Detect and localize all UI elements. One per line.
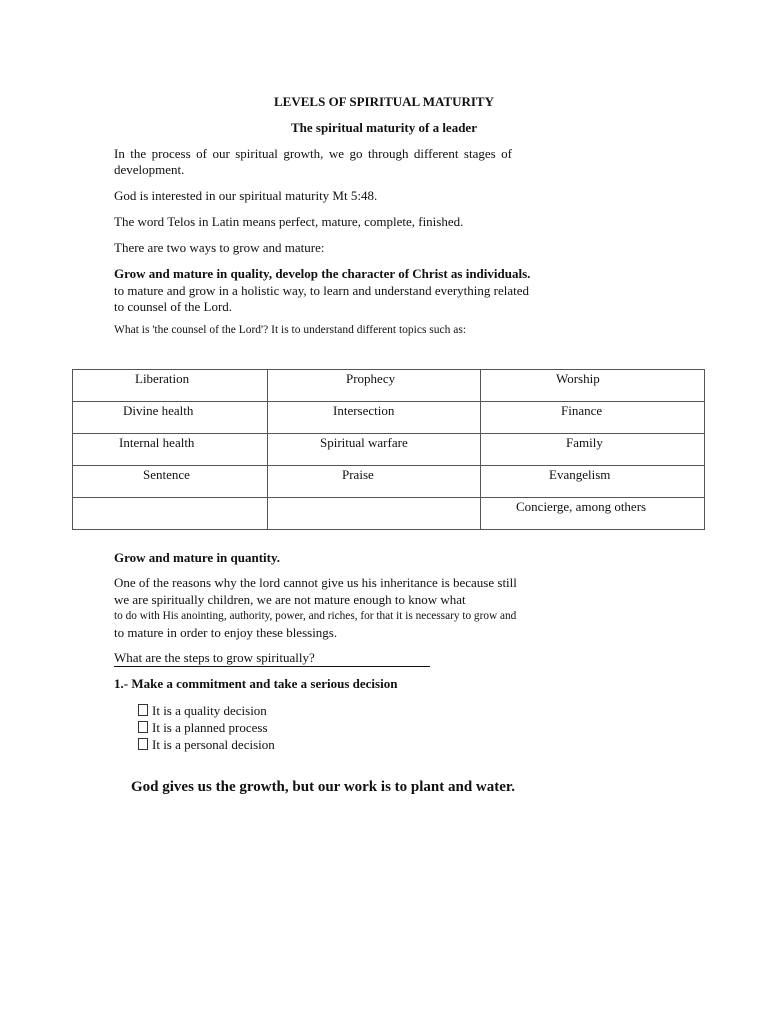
- list-item: [138, 736, 275, 753]
- checkbox-icon: [138, 721, 148, 733]
- table-cell: Finance: [481, 402, 705, 434]
- table-cell: [268, 498, 481, 530]
- steps-question: What are the steps to grow spiritually?: [114, 650, 430, 667]
- table-row: [73, 466, 705, 498]
- intro-paragraph-2: God is interested in our spiritual maturity Mt 5:48.: [114, 188, 378, 203]
- table-cell: Liberation: [73, 370, 268, 402]
- table-cell: Prophecy: [268, 370, 481, 402]
- table-cell: Divine health: [73, 402, 268, 434]
- quantity-line-3: to do with His anointing, authority, power, and riches, for that it is necessary to grow and: [114, 610, 517, 622]
- table-cell: Intersection: [268, 402, 481, 434]
- quantity-heading: Grow and mature in quantity.: [114, 550, 281, 565]
- quantity-line-1: One of the reasons why the lord cannot give us his inheritance is because still: [114, 575, 517, 590]
- quality-text: to mature and grow in a holistic way, to learn and understand everything related to counsel of the Lord.: [114, 283, 530, 314]
- quantity-line-4: to mature in order to enjoy these blessings.: [114, 625, 338, 640]
- step-1-heading: 1.- Make a commitment and take a serious decision: [114, 676, 398, 691]
- counsel-question: What is 'the counsel of the Lord'? It is to understand different topics such as:: [114, 324, 467, 336]
- document-title: LEVELS OF SPIRITUAL MATURITY: [274, 94, 494, 109]
- quality-heading: Grow and mature in quality, develop the character of Christ as individuals.: [114, 266, 531, 281]
- intro-paragraph-1: In the process of our spiritual growth, we go through different stages of development.: [114, 146, 512, 177]
- table-row: [73, 402, 705, 434]
- table-cell: Praise: [268, 466, 481, 498]
- checkbox-icon: [138, 738, 148, 750]
- table-cell: Concierge, among others: [481, 498, 705, 530]
- table-cell: Worship: [481, 370, 705, 402]
- checkbox-icon: [138, 704, 148, 716]
- document-subtitle: The spiritual maturity of a leader: [291, 120, 477, 135]
- table-cell: Evangelism: [481, 466, 705, 498]
- list-item: [138, 719, 275, 736]
- list-item: [138, 702, 275, 719]
- quantity-line-2: we are spiritually children, we are not mature enough to know what: [114, 592, 466, 607]
- step-1-bullet-list: [138, 702, 275, 753]
- table-row: [73, 498, 705, 530]
- topics-table: [72, 369, 705, 530]
- table-cell: [73, 498, 268, 530]
- table-cell: Internal health: [73, 434, 268, 466]
- closing-statement: God gives us the growth, but our work is to plant and water.: [131, 779, 515, 795]
- list-item-text: It is a personal decision: [152, 737, 275, 752]
- table-row: [73, 434, 705, 466]
- list-item-text: It is a quality decision: [152, 703, 267, 718]
- intro-paragraph-4: There are two ways to grow and mature:: [114, 240, 325, 255]
- table-row: [73, 370, 705, 402]
- table-cell: Spiritual warfare: [268, 434, 481, 466]
- table-cell: Family: [481, 434, 705, 466]
- table-cell: Sentence: [73, 466, 268, 498]
- list-item-text: It is a planned process: [152, 720, 268, 735]
- intro-paragraph-3: The word Telos in Latin means perfect, mature, complete, finished.: [114, 214, 464, 229]
